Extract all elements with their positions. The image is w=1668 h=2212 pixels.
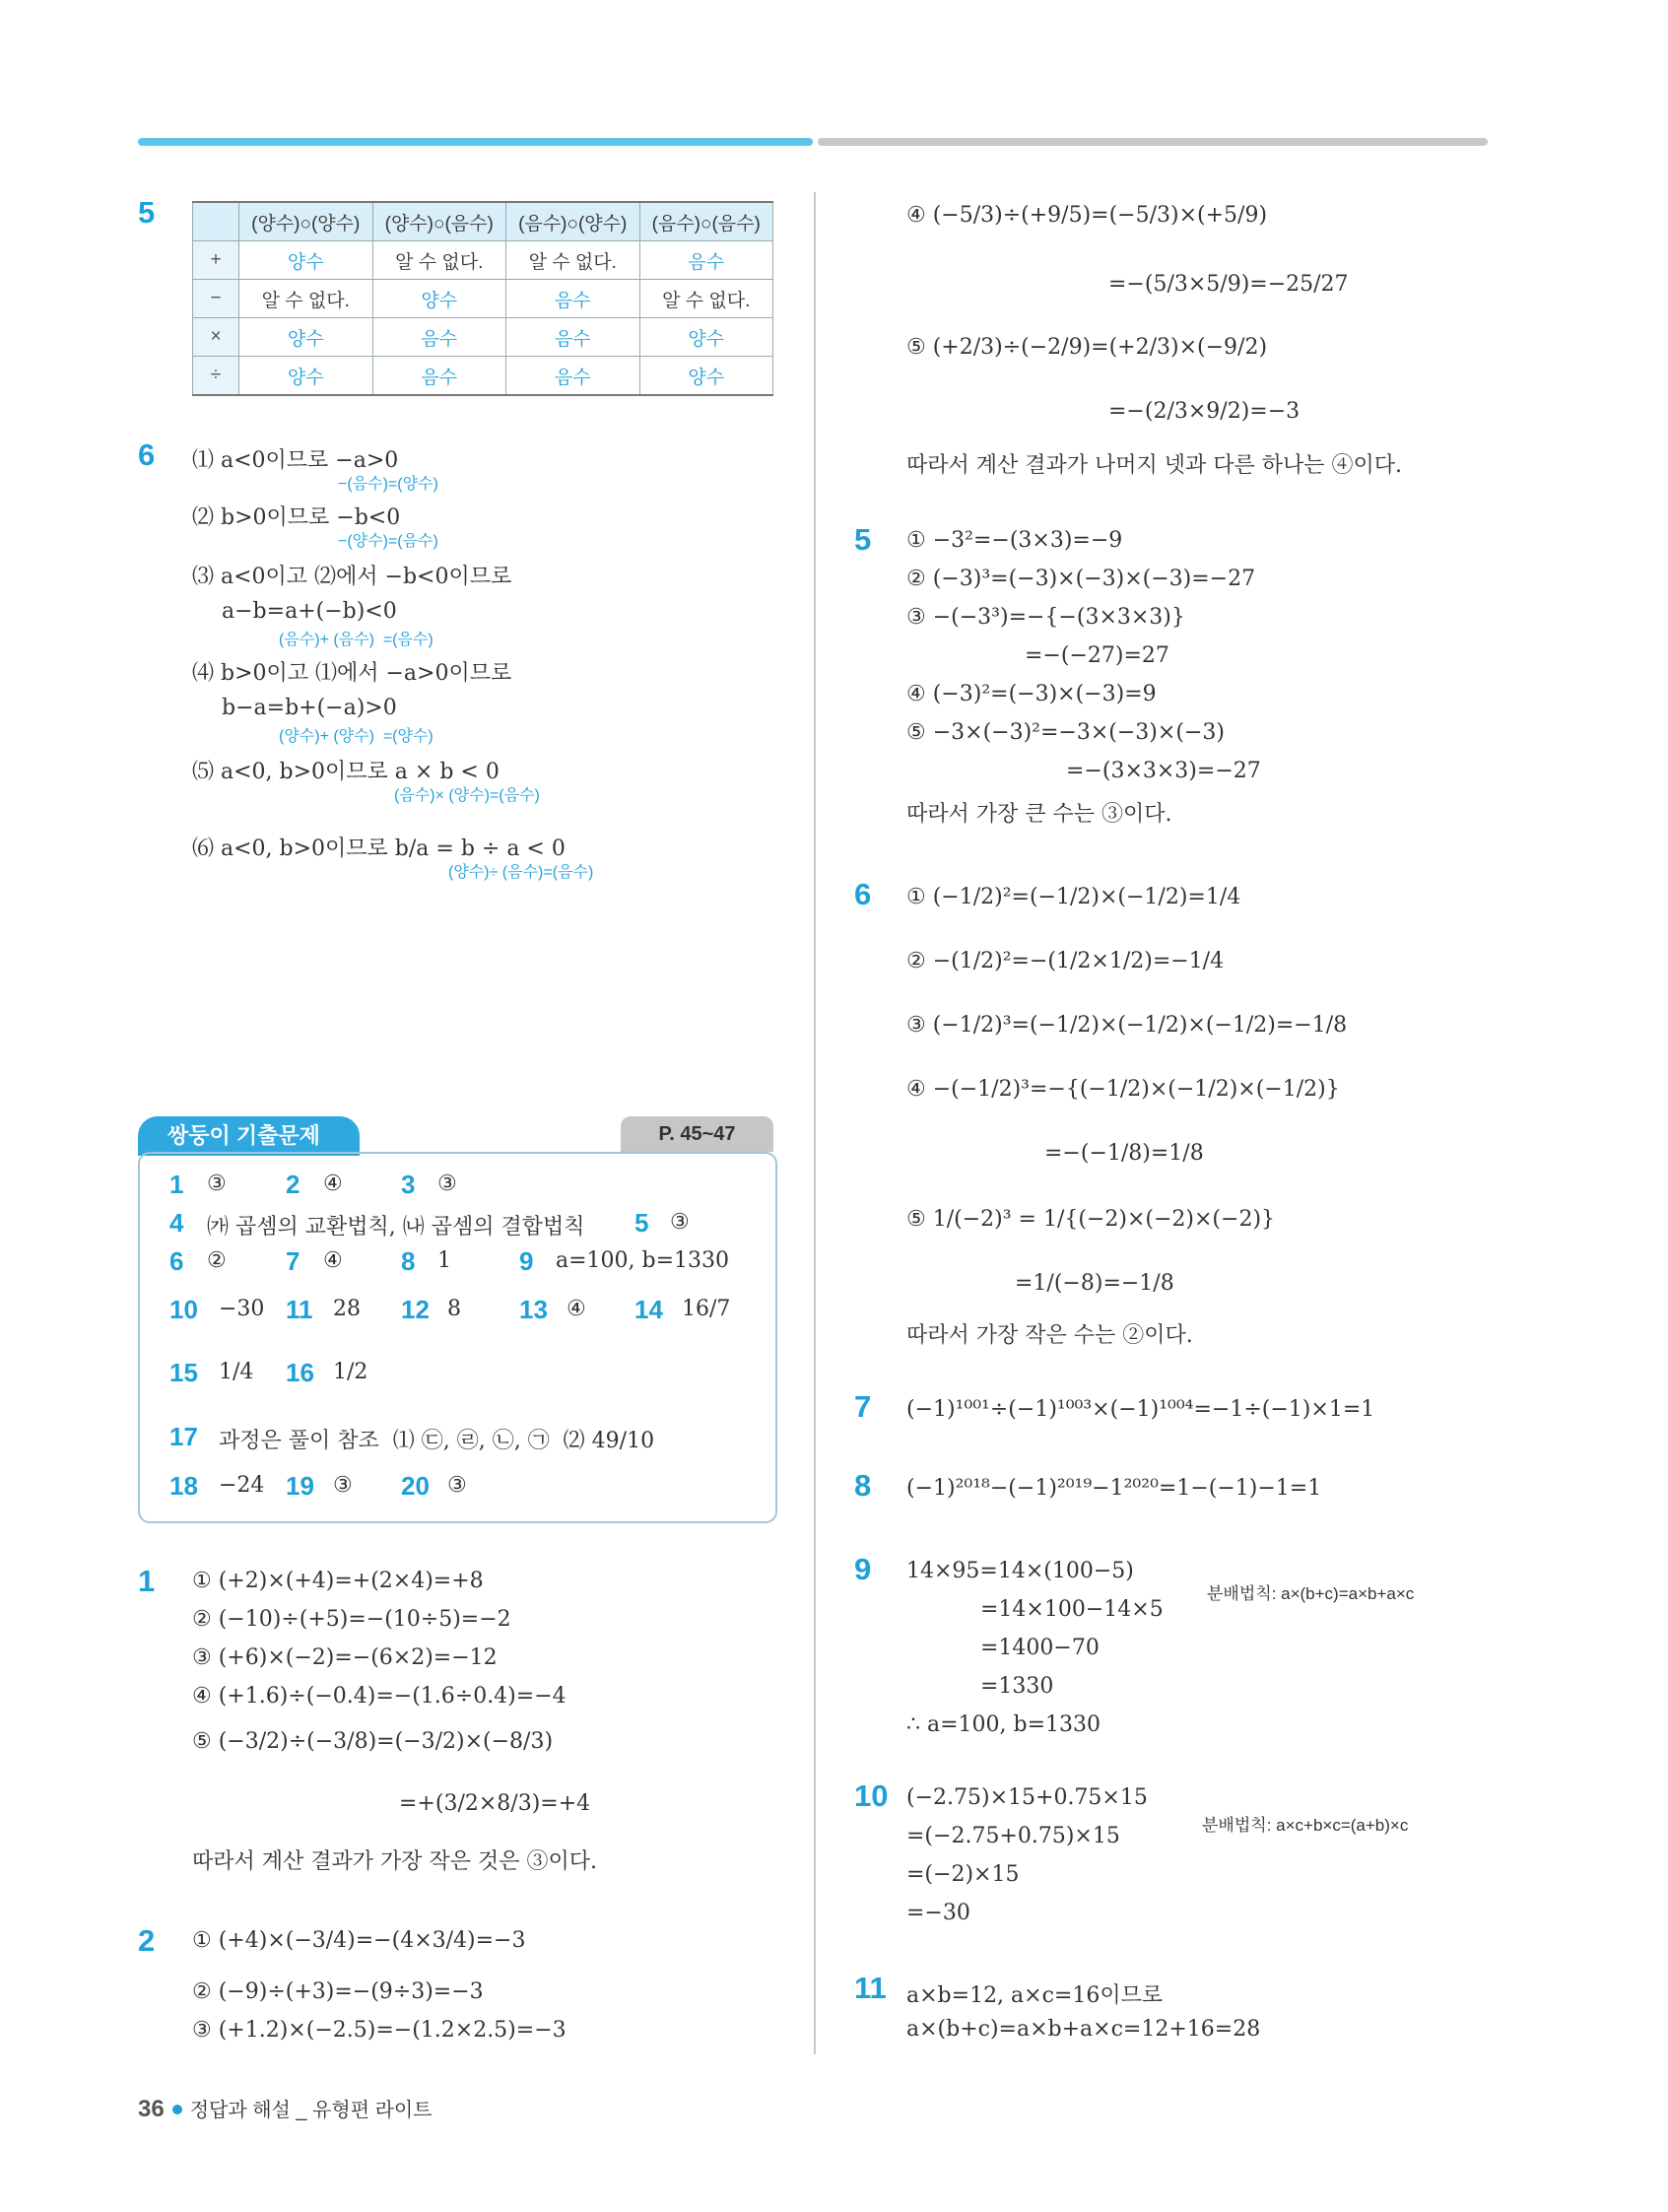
solution-line: ⑤ (−3/2)÷(−3/8)=(−3/2)×(−8/3) [192, 1729, 554, 1754]
answer-box: 1 ③ 2 ④ 3 ③ 4 ㈎ 곱셈의 교환법칙, ㈏ 곱셈의 결합법칙 5 ③ 6 ② 7 ④ 8 1 9 a=100, b=1330 10 −30 11 28 12 8 13 ④ 14 16/7 15 1/4 16 1/2 17 과정은 풀이 참조 ⑴ ㉢, ㉣, ㉡, ㉠ ⑵ 49/10 18 −24 19 ③ 20 ③ [138, 1152, 777, 1523]
solution-line: (−1)¹⁰⁰¹÷(−1)¹⁰⁰³×(−1)¹⁰⁰⁴=−1÷(−1)×1=1 [906, 1397, 1375, 1422]
solution-line: ① (−1/2)²=(−1/2)×(−1/2)=1/4 [906, 885, 1241, 909]
page-footer [138, 2094, 433, 2123]
page-reference: P. 45~47 [621, 1116, 773, 1152]
conclusion: ∴ a=100, b=1330 [906, 1712, 1101, 1737]
solution-line: ③ (+6)×(−2)=−(6×2)=−12 [192, 1645, 498, 1670]
section-title: 쌍둥이 기출문제 [138, 1116, 360, 1156]
bullet-icon [172, 2105, 182, 2114]
solution-line: ③ (+1.2)×(−2.5)=−(1.2×2.5)=−3 [192, 2018, 567, 2043]
solution-line: a×(b+c)=a×b+a×c=12+16=28 [906, 2017, 1261, 2042]
table-header: (음수)○(음수) [639, 202, 773, 241]
solution-line: ⑶ a<0이고 ⑵에서 −b<0이므로 [192, 565, 512, 589]
conclusion: 따라서 가장 작은 수는 ②이다. [906, 1323, 1193, 1348]
solution-line: ⑷ b>0이고 ⑴에서 −a>0이므로 [192, 661, 512, 686]
problem-number: 6 [138, 437, 156, 472]
problem-number: 6 [854, 877, 872, 911]
solution-line: =(−2.75+0.75)×15 [906, 1824, 1120, 1848]
footer-text: 정답과 해설 _ 유형편 라이트 [189, 2100, 433, 2121]
solution-line: =−(−1/8)=1/8 [1044, 1141, 1204, 1166]
solution-line: ③ −(−3³)=−{−(3×3×3)} [906, 605, 1185, 630]
annotation: (양수)÷ (음수)=(음수) [448, 864, 594, 881]
solution-line: ④ (−3)²=(−3)×(−3)=9 [906, 682, 1157, 706]
problem-number: 11 [854, 1971, 887, 2005]
problem-number: 1 [138, 1564, 156, 1598]
annotation: (양수)+ (양수) =(양수) [279, 728, 434, 745]
solution-line: ① (+2)×(+4)=+(2×4)=+8 [192, 1569, 484, 1593]
solution-line: ① (+4)×(−3/4)=−(4×3/4)=−3 [192, 1928, 526, 1953]
solution-line: =−(−27)=27 [1025, 643, 1169, 668]
problem-number: 10 [854, 1778, 889, 1813]
solution-line: ⑴ a<0이므로 −a>0 [192, 448, 399, 473]
solution-line: =1/(−8)=−1/8 [1015, 1271, 1174, 1296]
solution-line: (−2.75)×15+0.75×15 [906, 1785, 1148, 1810]
page-number: 36 [138, 2096, 165, 2122]
solution-line: ① −3²=−(3×3)=−9 [906, 528, 1123, 553]
annotation: −(양수)=(음수) [338, 533, 438, 550]
solution-line: ② (−10)÷(+5)=−(10÷5)=−2 [192, 1607, 511, 1632]
conclusion: 따라서 계산 결과가 나머지 넷과 다른 하나는 ④이다. [906, 453, 1402, 478]
solution-line: ② −(1/2)²=−(1/2×1/2)=−1/4 [906, 949, 1225, 973]
problem-number: 8 [854, 1468, 872, 1503]
solution-line: ⑤ 1/(−2)³ = 1/{(−2)×(−2)×(−2)} [906, 1207, 1276, 1232]
table-header [193, 202, 239, 241]
solution-line: =1400−70 [980, 1636, 1100, 1660]
solution-line: =14×100−14×5 [980, 1597, 1164, 1622]
table-header: (양수)○(양수) [239, 202, 373, 241]
solution-line: =−(3×3×3)=−27 [1066, 759, 1261, 783]
annotation: −(음수)=(양수) [338, 476, 438, 493]
solution-line: 14×95=14×(100−5) [906, 1559, 1134, 1583]
problem-number: 7 [854, 1389, 872, 1424]
conclusion: 따라서 가장 큰 수는 ③이다. [906, 802, 1172, 827]
solution-line: =+(3/2×8/3)=+4 [399, 1791, 591, 1816]
table-row: ÷ 양수 음수 음수 양수 [193, 357, 773, 396]
top-bar-right [818, 138, 1488, 146]
annotation: (음수)+ (음수) =(음수) [279, 632, 434, 648]
solution-line: =−30 [906, 1901, 970, 1925]
solution-line: ④ −(−1/2)³=−{(−1/2)×(−1/2)×(−1/2)} [906, 1077, 1340, 1102]
solution-line: a−b=a+(−b)<0 [222, 599, 397, 624]
table-header: (양수)○(음수) [372, 202, 506, 241]
annotation: (음수)× (양수)=(음수) [394, 787, 540, 804]
distributive-law-note: 분배법칙: a×(b+c)=a×b+a×c [1207, 1584, 1415, 1603]
table-header: (음수)○(양수) [506, 202, 640, 241]
table-row: + 양수 알 수 없다. 알 수 없다. 음수 [193, 241, 773, 280]
solution-line: ② (−3)³=(−3)×(−3)×(−3)=−27 [906, 567, 1256, 591]
sign-table [192, 201, 773, 396]
solution-line: a×b=12, a×c=16이므로 [906, 1983, 1164, 2008]
solution-line: ② (−9)÷(+3)=−(9÷3)=−3 [192, 1979, 484, 2004]
solution-line: ⑸ a<0, b>0이므로 a × b < 0 [192, 760, 500, 784]
conclusion: 따라서 계산 결과가 가장 작은 것은 ③이다. [192, 1849, 597, 1874]
problem-number: 9 [854, 1552, 872, 1586]
top-bar-left [138, 138, 813, 146]
solution-line: ⑤ −3×(−3)²=−3×(−3)×(−3) [906, 720, 1225, 745]
solution-line: =(−2)×15 [906, 1862, 1020, 1887]
solution-line: (−1)²⁰¹⁸−(−1)²⁰¹⁹−1²⁰²⁰=1−(−1)−1=1 [906, 1476, 1322, 1501]
solution-line: =−(5/3×5/9)=−25/27 [1108, 272, 1349, 297]
solution-line: b−a=b+(−a)>0 [222, 696, 397, 720]
distributive-law-note: 분배법칙: a×c+b×c=(a+b)×c [1202, 1816, 1409, 1835]
solution-line: ⑤ (+2/3)÷(−2/9)=(+2/3)×(−9/2) [906, 335, 1268, 360]
table-row: × 양수 음수 음수 양수 [193, 318, 773, 357]
table-row: − 알 수 없다. 양수 음수 알 수 없다. [193, 280, 773, 318]
column-divider [814, 192, 816, 2054]
solution-line: ④ (−5/3)÷(+9/5)=(−5/3)×(+5/9) [906, 203, 1268, 228]
problem-number: 5 [854, 522, 872, 557]
solution-line: ④ (+1.6)÷(−0.4)=−(1.6÷0.4)=−4 [192, 1684, 567, 1709]
solution-line: ③ (−1/2)³=(−1/2)×(−1/2)×(−1/2)=−1/8 [906, 1013, 1348, 1038]
solution-line: =−(2/3×9/2)=−3 [1108, 399, 1301, 424]
problem-number: 5 [138, 195, 156, 230]
solution-line: ⑵ b>0이므로 −b<0 [192, 505, 401, 530]
solution-line: =1330 [980, 1674, 1054, 1699]
problem-number: 2 [138, 1923, 156, 1958]
solution-line: ⑹ a<0, b>0이므로 b/a = b ÷ a < 0 [192, 837, 566, 861]
